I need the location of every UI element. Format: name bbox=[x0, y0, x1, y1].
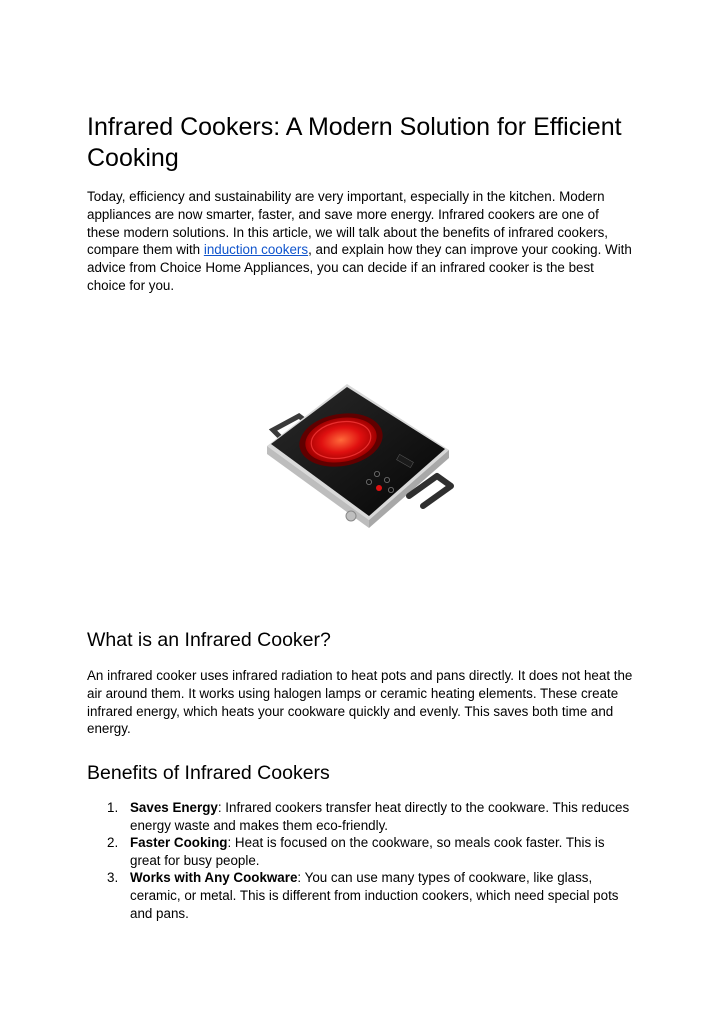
list-item-description: : You can use many types of cookware, like glass, ceramic, or metal. This is different from induction cookers, which need special pots and pans. bbox=[130, 870, 619, 921]
intro-paragraph bbox=[87, 188, 635, 295]
list-item-number: 2. bbox=[107, 835, 119, 851]
page-title: Infrared Cookers: A Modern Solution for Efficient Cooking bbox=[87, 113, 622, 172]
list-item-term: Saves Energy bbox=[130, 800, 218, 815]
list-item bbox=[87, 869, 637, 922]
list-item-description: : Infrared cookers transfer heat directly to the cookware. This reduces energy waste and makes them eco-friendly. bbox=[130, 800, 630, 833]
induction-cookers-link[interactable]: induction cookers bbox=[203, 242, 309, 258]
section-heading-what: What is an Infrared Cooker? bbox=[87, 629, 331, 651]
list-item-number: 1. bbox=[107, 800, 119, 815]
list-item-term: Works with Any Cookware bbox=[130, 870, 298, 886]
list-item-term: Faster Cooking bbox=[130, 835, 228, 851]
intro-text-before-link: Today, efficiency and sustainability are very important, especially in the kitchen. Modern appliances are now smarter, faster, and save more energy. Infrared cookers are one of these modern solutions. In this article, we will talk about the benefits of infrared cookers, compare them with bbox=[87, 189, 609, 258]
intro-text-after-link: , and explain how they can improve your cooking. With advice from Choice Home Appliances, you can decide if an infrared cooker is the best choice for you. bbox=[87, 242, 632, 293]
list-item bbox=[87, 799, 637, 834]
section-what-body: An infrared cooker uses infrared radiation to heat pots and pans directly. It does not heat the air around them. It works using halogen lamps or ceramic heating elements. These create infrared energy, which heats your cookware quickly and evenly. This saves both time and energy. bbox=[87, 668, 633, 737]
benefits-list bbox=[87, 799, 637, 922]
list-item-description: : Heat is focused on the cookware, so meals cook faster. This is great for busy people. bbox=[130, 835, 605, 868]
infrared-cooker-image bbox=[259, 378, 459, 533]
list-item-number: 3. bbox=[107, 870, 119, 886]
section-heading-benefits: Benefits of Infrared Cookers bbox=[87, 762, 330, 784]
list-item bbox=[87, 834, 637, 869]
